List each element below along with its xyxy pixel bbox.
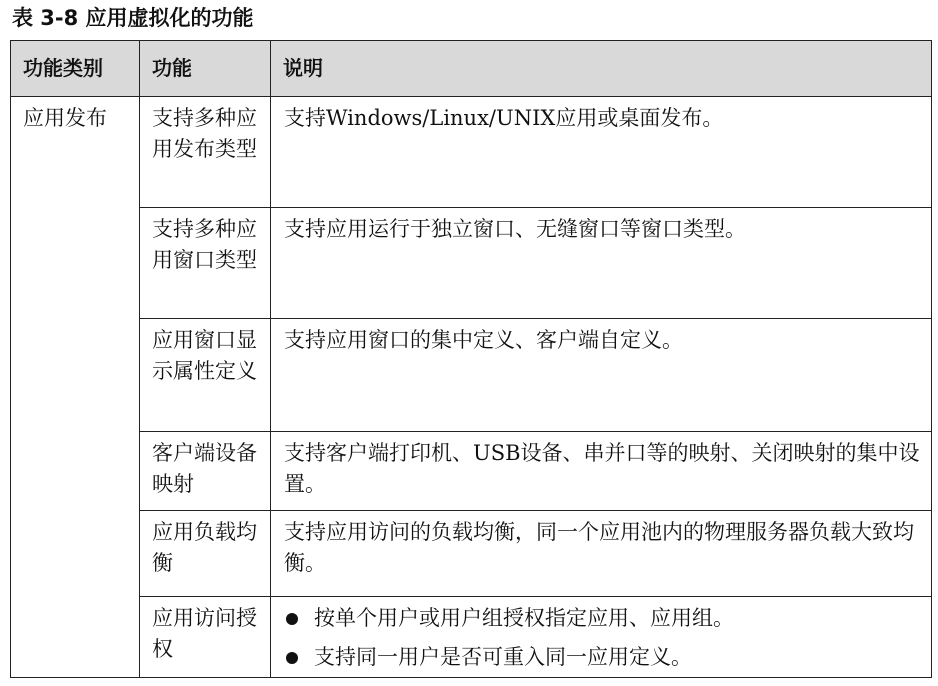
bullet-item (284, 603, 921, 634)
header-category: 功能类别 (11, 41, 140, 97)
feature-cell: 应用访问授权 (140, 597, 271, 678)
header-feature: 功能 (140, 41, 271, 97)
feature-cell: 应用负载均衡 (140, 511, 271, 597)
description-cell (271, 597, 932, 678)
feature-cell: 支持多种应用发布类型 (140, 97, 271, 208)
bullet-dot-icon (286, 613, 298, 625)
table-row (11, 208, 932, 319)
description-cell: 支持应用运行于独立窗口、无缝窗口等窗口类型。 (271, 208, 932, 319)
bullet-list (284, 603, 921, 673)
feature-table (10, 40, 932, 678)
bullet-item (284, 642, 921, 673)
description-cell: 支持应用访问的负载均衡，同一个应用池内的物理服务器负载大致均衡。 (271, 511, 932, 597)
table-row (11, 319, 932, 432)
table-row (11, 511, 932, 597)
bullet-text: 按单个用户或用户组授权指定应用、应用组。 (314, 606, 734, 630)
category-cell: 应用发布 (11, 97, 140, 678)
bullet-dot-icon (286, 652, 298, 664)
table-caption: 表 3-8 应用虚拟化的功能 (12, 6, 254, 30)
feature-cell: 应用窗口显示属性定义 (140, 319, 271, 432)
feature-cell: 客户端设备映射 (140, 432, 271, 511)
description-cell: 支持Windows/Linux/UNIX应用或桌面发布。 (271, 97, 932, 208)
description-cell: 支持客户端打印机、USB设备、串并口等的映射、关闭映射的集中设置。 (271, 432, 932, 511)
description-cell: 支持应用窗口的集中定义、客户端自定义。 (271, 319, 932, 432)
table-row (11, 97, 932, 208)
table-row (11, 597, 932, 678)
table-row (11, 432, 932, 511)
table-header-row (11, 41, 932, 97)
header-description: 说明 (271, 41, 932, 97)
bullet-text: 支持同一用户是否可重入同一应用定义。 (314, 645, 692, 669)
feature-cell: 支持多种应用窗口类型 (140, 208, 271, 319)
